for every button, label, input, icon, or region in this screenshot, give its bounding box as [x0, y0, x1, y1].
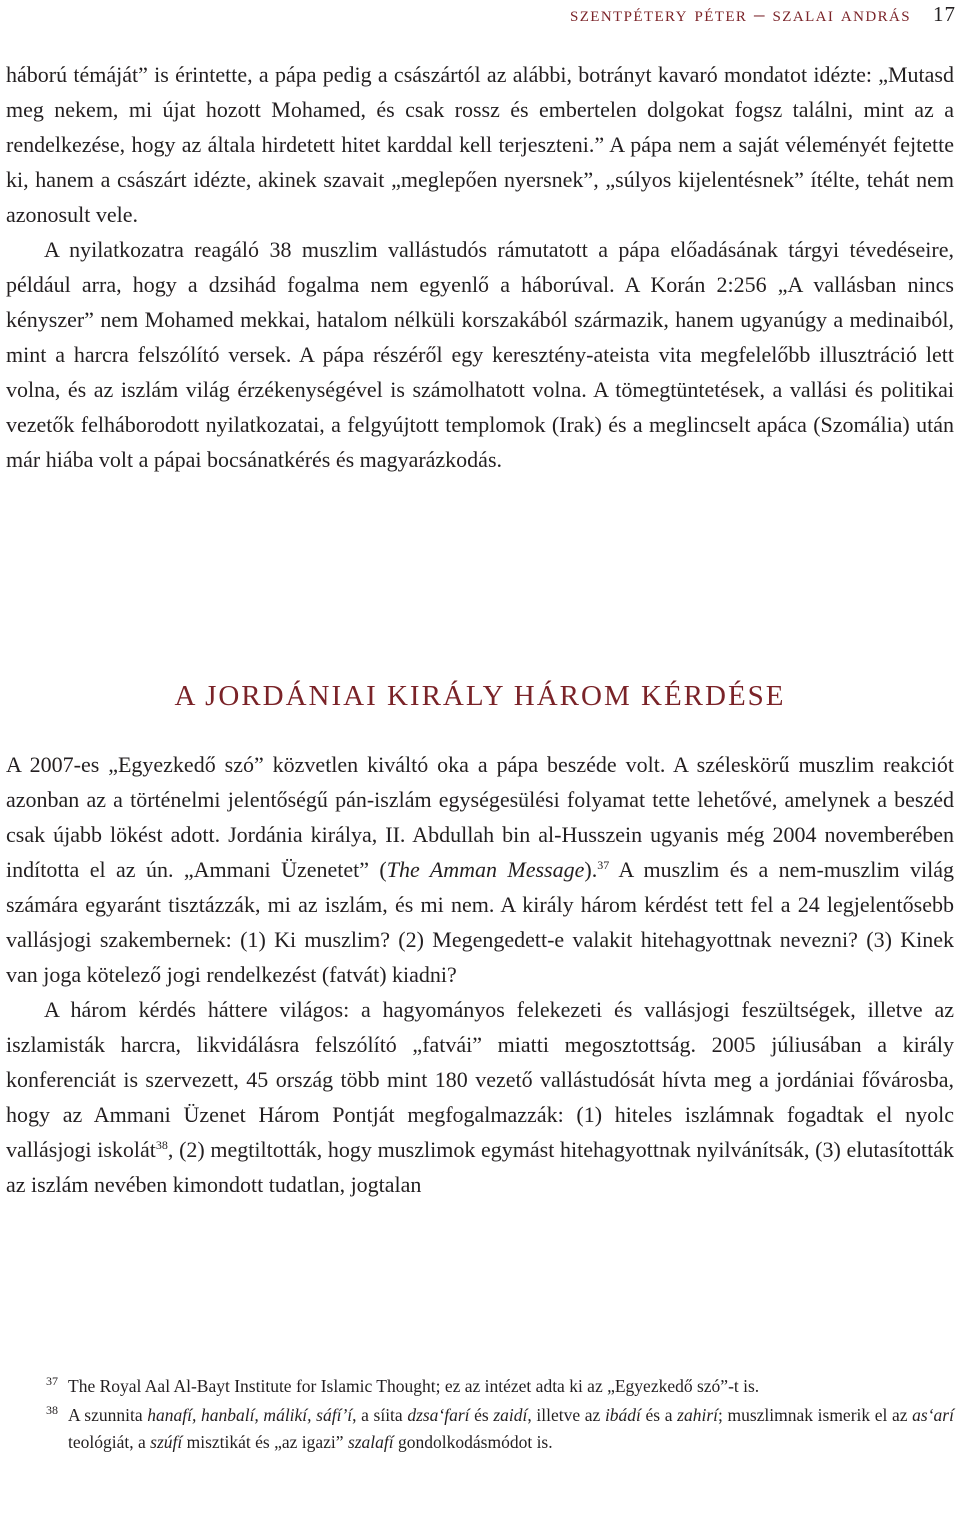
paragraph-1-text: háború témáját” is érintette, a pápa pedig a császártól az alábbi, botrányt kavaró mondatot idézte: „Mutasd meg nekem, mi újat hozott Mohamed, és csak rossz és embertelen dolgokat fogsz találni, mint az a rendelkezése, hogy az általa hirdetett hitet karddal kell terjeszteni.” A pápa nem a saját véleményét fejtette ki, hanem a császárt idézte, akinek szavait „meglepően nyersnek”, „súlyos kijelentésnek” ítélte, tehát nem azonosult vele. [6, 62, 954, 227]
section-title: A JORDÁNIAI KIRÁLY HÁROM KÉRDÉSE [174, 680, 786, 712]
footnote-38-term: szalafí [347, 1432, 394, 1452]
footnote-38-text: , a síita [352, 1405, 408, 1425]
paragraph-4 [6, 992, 954, 1202]
footnote-38-text: A szunnita [68, 1405, 148, 1425]
paragraph-4-text-a: A három kérdés háttere világos: a hagyományos felekezeti és vallásjogi feszültségek, illetve az iszlamisták harcra, likvidálásra felszólító „fatvái” miatti megosztottság. 2005 júliusában a király konferenciát is szervezett, 45 ország több mint 180 vezető vallástudósát hívta meg a jordániai fővárosba, hogy az Ammani Üzenet Három Pontját megfogalmazzák: (1) hiteles iszlámnak fogadtak el nyolc vallásjogi iskolát [6, 997, 954, 1162]
footnote-38-text: ; muszlimnak ismerik el az [718, 1405, 913, 1425]
amman-message-title: The Amman Message [386, 857, 585, 882]
paragraph-1 [6, 57, 954, 232]
footnote-38-text: misztikát és „az igazi” [182, 1432, 348, 1452]
footnote-38-term: szúfí [150, 1432, 183, 1452]
paragraph-4-text-b: , (2) megtiltották, hogy muszlimok egymást hitehagyottnak nyilvánítsák, (3) elutasították az iszlám nevében kimondott tudatlan, jogtalan [6, 1137, 955, 1197]
footnote-ref-38[interactable]: 38 [155, 1138, 168, 1152]
footnote-38-number: 38 [46, 1403, 58, 1417]
body-text-top [6, 57, 954, 477]
footnote-37-number: 37 [46, 1374, 58, 1388]
body-text-bottom [6, 747, 954, 1202]
paragraph-3-text-a: A 2007-es „Egyezkedő szó” közvetlen kiváltó oka a pápa beszéde volt. A széleskörű muszlim reakciót azonban az a történelmi jelentőségű pán-iszlám egységesülési folyamat tette lehetővé, amelynek a beszéd csak újabb lökést adott. Jordánia királya, II. Abdullah bin al-Husszein ugyanis még 2004 novemberében indította el az ún. „Ammani Üzenetet” ( [6, 752, 954, 882]
footnote-38-term: zaidí [493, 1405, 528, 1425]
footnote-38-text: , illetve az [527, 1405, 605, 1425]
footnote-37 [6, 1373, 954, 1400]
footnote-38-term: hanafí, hanbalí, málikí, sáfí’í [147, 1405, 353, 1425]
footnote-37-text: The Royal Aal Al-Bayt Institute for Islamic Thought; ez az intézet adta ki az „Egyezkedő szó”-t is. [68, 1376, 760, 1396]
footnote-38-text: és a [640, 1405, 678, 1425]
footnote-38-text: gondolkodásmódot is. [393, 1432, 553, 1452]
footnote-ref-37[interactable]: 37 [597, 858, 610, 872]
footnote-38-term: as‘arí [912, 1405, 954, 1425]
paragraph-2 [6, 232, 954, 477]
running-head [4, 2, 956, 27]
footnote-38-text: teológiát, a [68, 1432, 151, 1452]
running-head-authors: szentpétery péter – szalai andrás [569, 2, 911, 26]
footnotes [6, 1373, 954, 1458]
paragraph-2-text: A nyilatkozatra reagáló 38 muszlim vallástudós rámutatott a pápa előadásának tárgyi tévedéseire, például arra, hogy a dzsihád fogalma nem egyenlő a háborúval. A Korán 2:256 „A vallásban nincs kényszer” nem Mohamed mekkai, hatalom nélküli korszakából származik, hanem ugyanúgy a medinaiból, mint a harcra felszólító versek. A pápa részéről egy keresztény-ateista vita megfelelőbb illusztráció lett volna, és az iszlám világ érzékenységével is számolhatott volna. A tömegtüntetések, a vallási és politikai vezetők felháborodott nyilatkozatai, a felgyújtott templomok (Irak) és a meglincselt apáca (Szomália) után már hiába volt a pápai bocsánatkérés és magyarázkodás. [6, 237, 954, 472]
page-number: 17 [933, 2, 956, 26]
footnote-38 [6, 1402, 954, 1456]
footnote-38-text: és [469, 1405, 494, 1425]
paragraph-3 [6, 747, 954, 992]
paragraph-3-text-b: ). [584, 857, 598, 882]
footnote-38-term: ibádí [604, 1405, 641, 1425]
paragraph-3-text-c: A muszlim és a nem-muszlim világ számára egyaránt tisztázzák, mi az iszlám, és mi nem. A király három kérdést tett fel a 24 legjelentősebb vallásjogi szakembernek: (1) Ki muszlim? (2) Megengedett-e valakit hitehagyottnak nevezni? (3) Kinek van joga kötelező jogi rendelkezést (fatvát) kiadni? [6, 857, 955, 987]
footnote-38-term: dzsa‘farí [407, 1405, 470, 1425]
footnote-38-term: zahirí [677, 1405, 718, 1425]
